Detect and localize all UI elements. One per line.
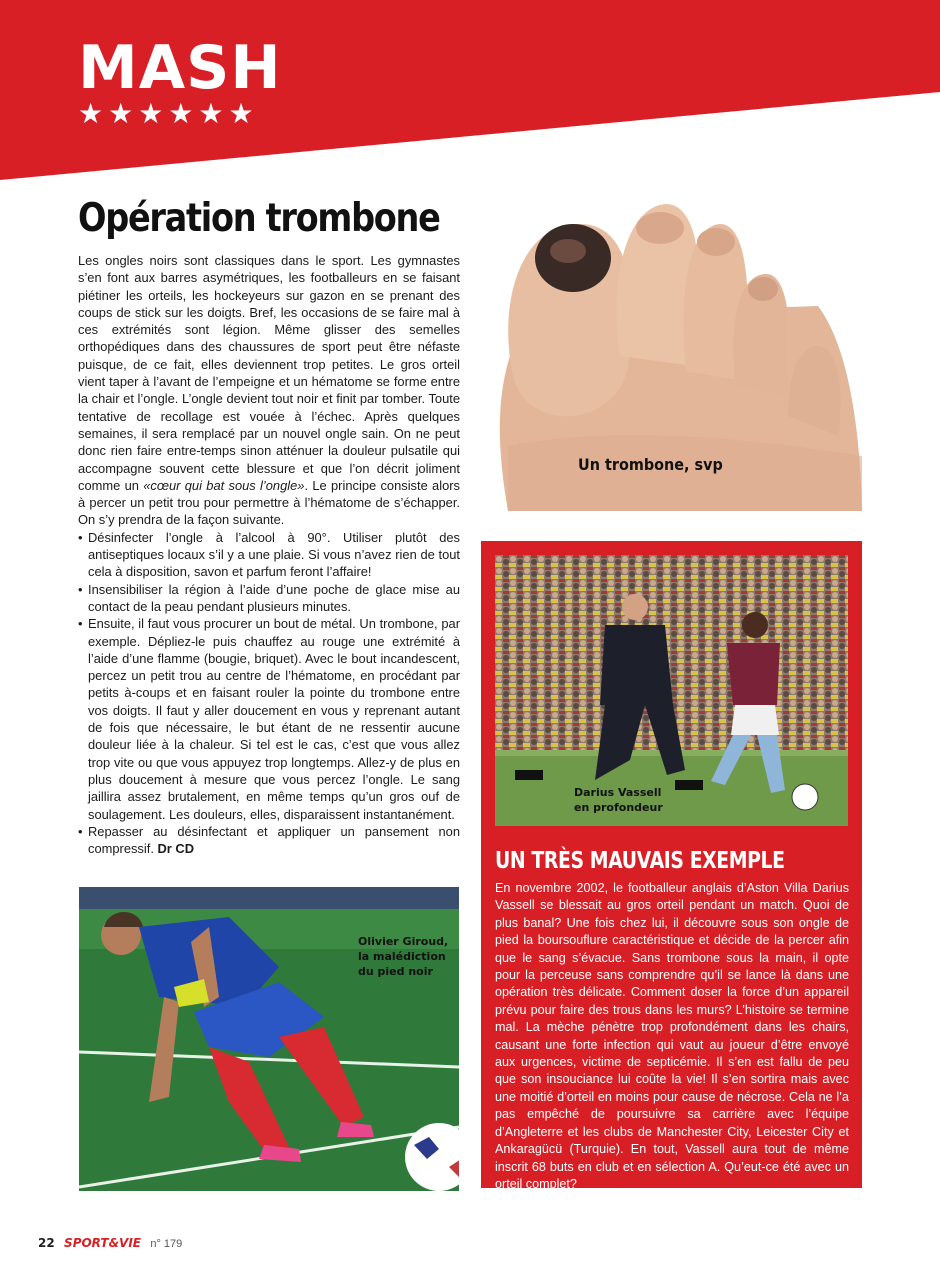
step-item: • Insensibiliser la région à l’aide d’une poche de glace mise au contact de la peau pendant plusieurs minutes. — [78, 581, 460, 616]
article-title: Opération trombone — [78, 196, 440, 241]
giroud-caption-line: la malédiction — [358, 950, 446, 963]
intro-text-1: Les ongles noirs sont classiques dans le sport. Les gymnastes s’en font aux barres asymétriques, les footballeurs en se faisant piétiner les orteils, les hockeyeurs sur gazon en se prenant des coups de stick sur les doigts. Bref, les occasions de se faire mal à ces extrémités sont légion. Même glisser des semelles orthopédiques dans des chaussures de sport peut être néfaste puisque, de ce fait, elles deviennent trop petites. Le gros orteil vient taper à l’avant de l’empeigne et un hématome se forme entre la chair et l’ongle. L’ongle devient tout noir et finit par tomber. Toute tentative de recollage est vouée à l’échec. Après quelques semaines, il sera remplacé par un nouvel ongle sain. On ne peut donc rien faire entre-temps sinon atténuer la douleur pulsatile qui accompagne souvent cette blessure et que l’on décrit joliment comme un — [78, 253, 460, 493]
giroud-caption-line: du pied noir — [358, 965, 433, 978]
section-title: MASH — [78, 33, 282, 103]
giroud-caption — [358, 934, 458, 979]
magazine-name: SPORT&VIE — [64, 1236, 141, 1250]
giroud-photo — [79, 887, 459, 1191]
author-signature: Dr CD — [157, 841, 195, 857]
page-footer — [38, 1236, 182, 1250]
match-caption — [574, 785, 694, 815]
step-item — [78, 823, 460, 858]
toe-caption: Un trombone, svp — [578, 455, 723, 474]
step-item: • Désinfecter l’ongle à l’alcool à 90°. Utiliser plutôt des antiseptiques locaux s’il y a une plaie. Si vous n’avez rien de tout cela à disposition, savon et parfum feront l’affaire! — [78, 529, 460, 581]
article-body — [78, 252, 460, 857]
intro-text-2: . Le principe consiste alors à percer un petit trou pour permettre à l’hématome de s’échapper. On s’y prendra de la façon suivante. — [78, 477, 460, 528]
match-caption-line: Darius Vassell — [574, 786, 662, 799]
header-banner — [0, 0, 940, 190]
giroud-caption-line: Olivier Giroud, — [358, 935, 449, 948]
rating-stars: ★★★★★★ — [78, 97, 259, 130]
intro-quote: «cœur qui bat sous l’ongle» — [143, 477, 305, 493]
page-number: 22 — [38, 1236, 55, 1250]
article-intro — [78, 252, 460, 529]
step-text: Repasser au désinfectant et appliquer un pansement non compressif. — [88, 823, 460, 857]
match-caption-line: en profondeur — [574, 801, 663, 814]
sidebar-title: UN TRÈS MAUVAIS EXEMPLE — [495, 848, 785, 874]
steps-list — [78, 529, 460, 858]
sidebar-text: En novembre 2002, le footballeur anglais d’Aston Villa Darius Vassell se blessait au gros orteil pendant un match. Quoi de plus banal? Une fois chez lui, il découvre sous son ongle de pied la boursouflure caractéristique et décide de la percer afin que le sang s’évacue. Sans trombone sous la main, il opte pour la perceuse sans comprendre qu’il se lance là dans une opération très délicate. Comment doser la force d’un appareil prévu pour faire des trous dans les murs? L’histoire se termine mal. La mèche pénètre trop profondément dans les chairs, causant une forte infection qui vaut au joueur d’être envoyé aux urgences, victime de septicémie. Il s’en est fallu de peu que son insouciance lui coûte la vie! Il s’en sortira mais avec une moitié d’orteil en moins pour cause de nécrose. Cela ne l’a pas empêché de poursuivre sa carrière avec l’équipe d’Angleterre et les clubs de Manchester City, Leicester City et Ankaragücü (Turquie). En tout, Vassell aura tout de même inscrit 68 buts en club et en sélection A. Qu’eut-ce été avec un orteil complet? — [495, 881, 849, 1191]
issue-number: n° 179 — [150, 1238, 183, 1250]
step-item: • Ensuite, il faut vous procurer un bout de métal. Un trombone, par exemple. Dépliez-le puis chauffez au rouge une extrémité à l’aide d’une flamme (bougie, briquet). Avec le bout incandescent, percez un petit trou au centre de l’hématome, en procédant par petits à-coups et en faisant rouler la pointe du trombone entre vos doigts. Il faut y aller doucement en vous y reprenant autant de fois que nécessaire, le but étant de ne ressentir aucune douleur liée à la chaleur. Si tel est le cas, c’est que vous allez trop vite ou que vous appuyez trop longtemps. Allez-y de plus en plus doucement à mesure que vous percez l’ongle. Le sang jaillira assez brutalement, en même temps qu’un gros ouf de soulagement. Les douleurs, elles, disparaissent instantanément. — [78, 615, 460, 823]
